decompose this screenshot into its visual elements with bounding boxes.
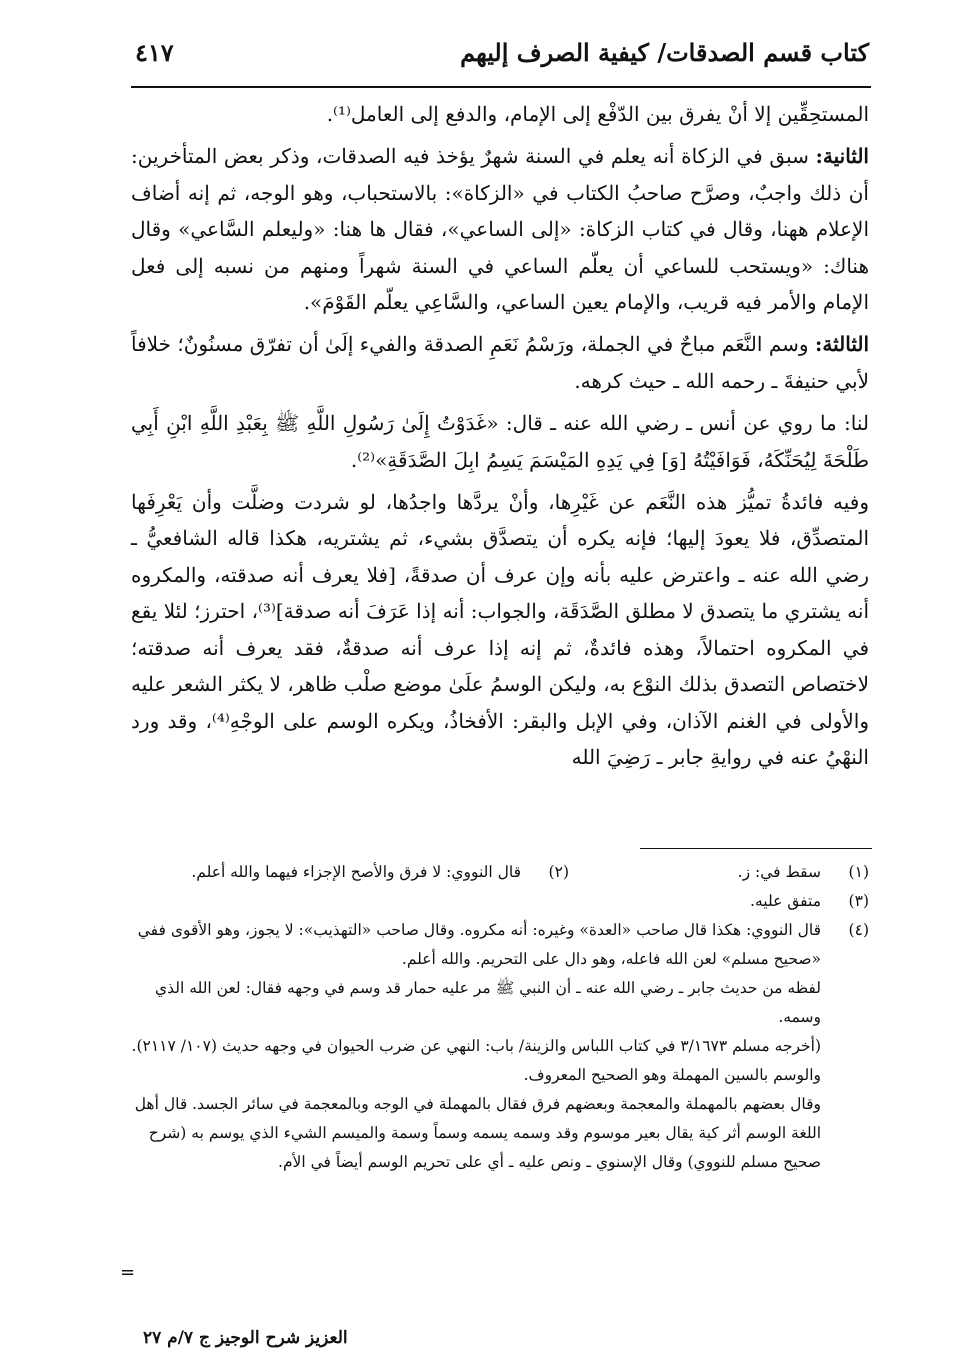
paragraph-text: وفيه فائدةُ تميُّز هذه النَّعَم عن غَيْرِها، وأنْ يردَّها واجدُها، لو شردت وضلَّت وأن يَعْرِفَها المتصدِّق، فلا يعودَ إليها؛ فإنه يكره أن يتصدَّق بشيء، ثم يشتريه، هكذا قاله الشافعيُّ ـ رضي الله عنه ـ واعترض عليه بأنه وإن عرف أن صدقةً، [فلا يعرف أنه صدقته، والمكروه أنه يشتري ما يتصدق لا مطلق الصَّدَقَة، والجواب: أنه إذا عَرَفَ أنه صدقة]⁽³⁾، احترز؛ لئلا يقع في المكروه احتمالاً، وهذه فائدةٌ، ثم إنه إذا عرف أنه صدقةٌ، فقد يعرف أنه صدقته؛ لاختصاص التصدق بذلك النوْع به، وليكن الوسمُ علَىٰ موضع صلْب ظاهر، لا يكثر الشعر عليه والأولى في الغنم الآذان، وفي الإبل والبقر: الأفخاذُ، ويكره الوسم على الوجْهِ⁽⁴⁾، وقد ورد النهْيُ عنه في روايةِ جابر ـ رَضِيَ الله: [131, 490, 869, 769]
running-title: كتاب قسم الصدقات/ كيفية الصرف إليهم: [460, 38, 869, 67]
footnote-continuation: (أخرجه مسلم ٣/١٦٧٣ في كتاب اللباس والزينة/ باب: النهي عن ضرب الحيوان في وجهه حديث (١٠٧/ ٢١١٧).: [131, 1037, 821, 1055]
paragraph-heading: الثالثة:: [814, 332, 869, 357]
footnote-continuation: وقال بعضهم بالمهملة والمعجمة وبعضهم فرق فقال بالمهملة في الوجه وبالمعجمة في سائر الجسد. قال أهل اللغة الوسم أثر كية يقال بعير موسوم وقد وسمه يسمه وسماً وسمة والميسم الشيء الذي يوسم به (شرح صحيح مسلم للنووي) وقال الإسنوي ـ ونص عليه ـ أي على تحريم الوسم أيضاً في الأم.: [134, 1095, 821, 1171]
footnotes: [131, 858, 869, 1177]
footnote-text: قال النووي: لا فرق والأصح الإجزاء فيهما والله أعلم.: [191, 863, 521, 881]
continuation-mark: =: [120, 1262, 136, 1283]
footnote-continuation: والوسم بالسين المهملة وهو الصحيح المعروف.: [523, 1066, 821, 1084]
footnote-text: سقط في: ز.: [737, 863, 821, 881]
footnote-continuation: لفظه من حديث جابر ـ رضي الله عنه ـ أن النبي ﷺ مر عليه حمار قد وسم في وجهه فقال: لعن الله الذي وسمه.: [155, 979, 821, 1026]
page-footer: العزيز شرح الوجيز ج ٧/م ٢٧: [143, 1328, 348, 1348]
footnote-text: متفق عليه.: [750, 892, 821, 910]
page-number: ٤١٧: [135, 38, 174, 67]
header-rule: [131, 86, 871, 88]
footnote-separator: [640, 848, 872, 849]
paragraph: [131, 484, 869, 775]
paragraph-heading: الثانية:: [815, 144, 869, 169]
footnote-number: (٢): [548, 863, 569, 881]
footnote-number: (١): [848, 863, 869, 881]
main-text: [131, 96, 869, 781]
paragraph: [131, 405, 869, 478]
footnote-number: (٤): [848, 921, 869, 939]
paragraph: [131, 326, 869, 399]
footnote-text: قال النووي: هكذا قال صاحب «العدة» وغيره: أنه مكروه. وقال صاحب «التهذيب»: لا يجوز، وهو الأقوى ففي «صحيح مسلم» لعن الله فاعله، وهو دال على التحريم. والله أعلم.: [137, 921, 821, 968]
footnote-row: [131, 858, 869, 887]
footnote-number: (٣): [848, 892, 869, 910]
paragraph: [131, 138, 869, 320]
paragraph: [131, 96, 869, 132]
footnote-row: [131, 887, 869, 916]
footnote-row: [131, 916, 869, 974]
paragraph-text: لنا: ما روي عن أنس ـ رضي الله عنه ـ قال: «غَدَوْتُ إِلَىٰ رَسُولِ اللَّهِ ﷺ بِعَبْدِ اللَّهِ ابْنِ أَبِي طَلْحَةَ لِيُحَنِّكَهُ، فَوَافَيْتُهُ [وَ] فِي يَدِهِ المَيْسَمَ يَسِمُ ابِلَ الصَّدَقَةِ»⁽²⁾.: [131, 411, 869, 472]
paragraph-text: وسم النَّعَم مباحٌ في الجملة، ورَسْمُ نَعَمِ الصدقة والفيء إلَىٰ أن تفرّق مسنُونٌ؛ خلافاً لأبي حنيفةَ ـ رحمه الله ـ حيث كرهه.: [131, 332, 869, 393]
paragraph-text: المستحِقِّين إلا أنْ يفرق بين الدّفْع إلى الإمام، والدفع إلى العامل⁽¹⁾.: [326, 102, 869, 126]
paragraph-text: سبق في الزكاة أنه يعلم في السنة شهرٌ يؤخذ فيه الصدقات، وذكر بعض المتأخرين: أن ذلك واجبٌ، وصرَّح صاحبُ الكتاب في «الزكاة»: بالاستحباب، وهو الوجه، ثم إنه أضاف الإعلام ههنا، وقال في كتاب الزكاة: «إلى الساعي»، فقال ها هنا: «وليعلم السَّاعي» وقال هناك: «ويستحب للساعي أن يعلّم الساعي في السنة شهراً ومنهم من نسبه إلى فعل الإمام والأمر فيه قريب، والإمام يعين الساعي، والسَّاعِي يعلّم القَوْمَ».: [131, 144, 869, 315]
